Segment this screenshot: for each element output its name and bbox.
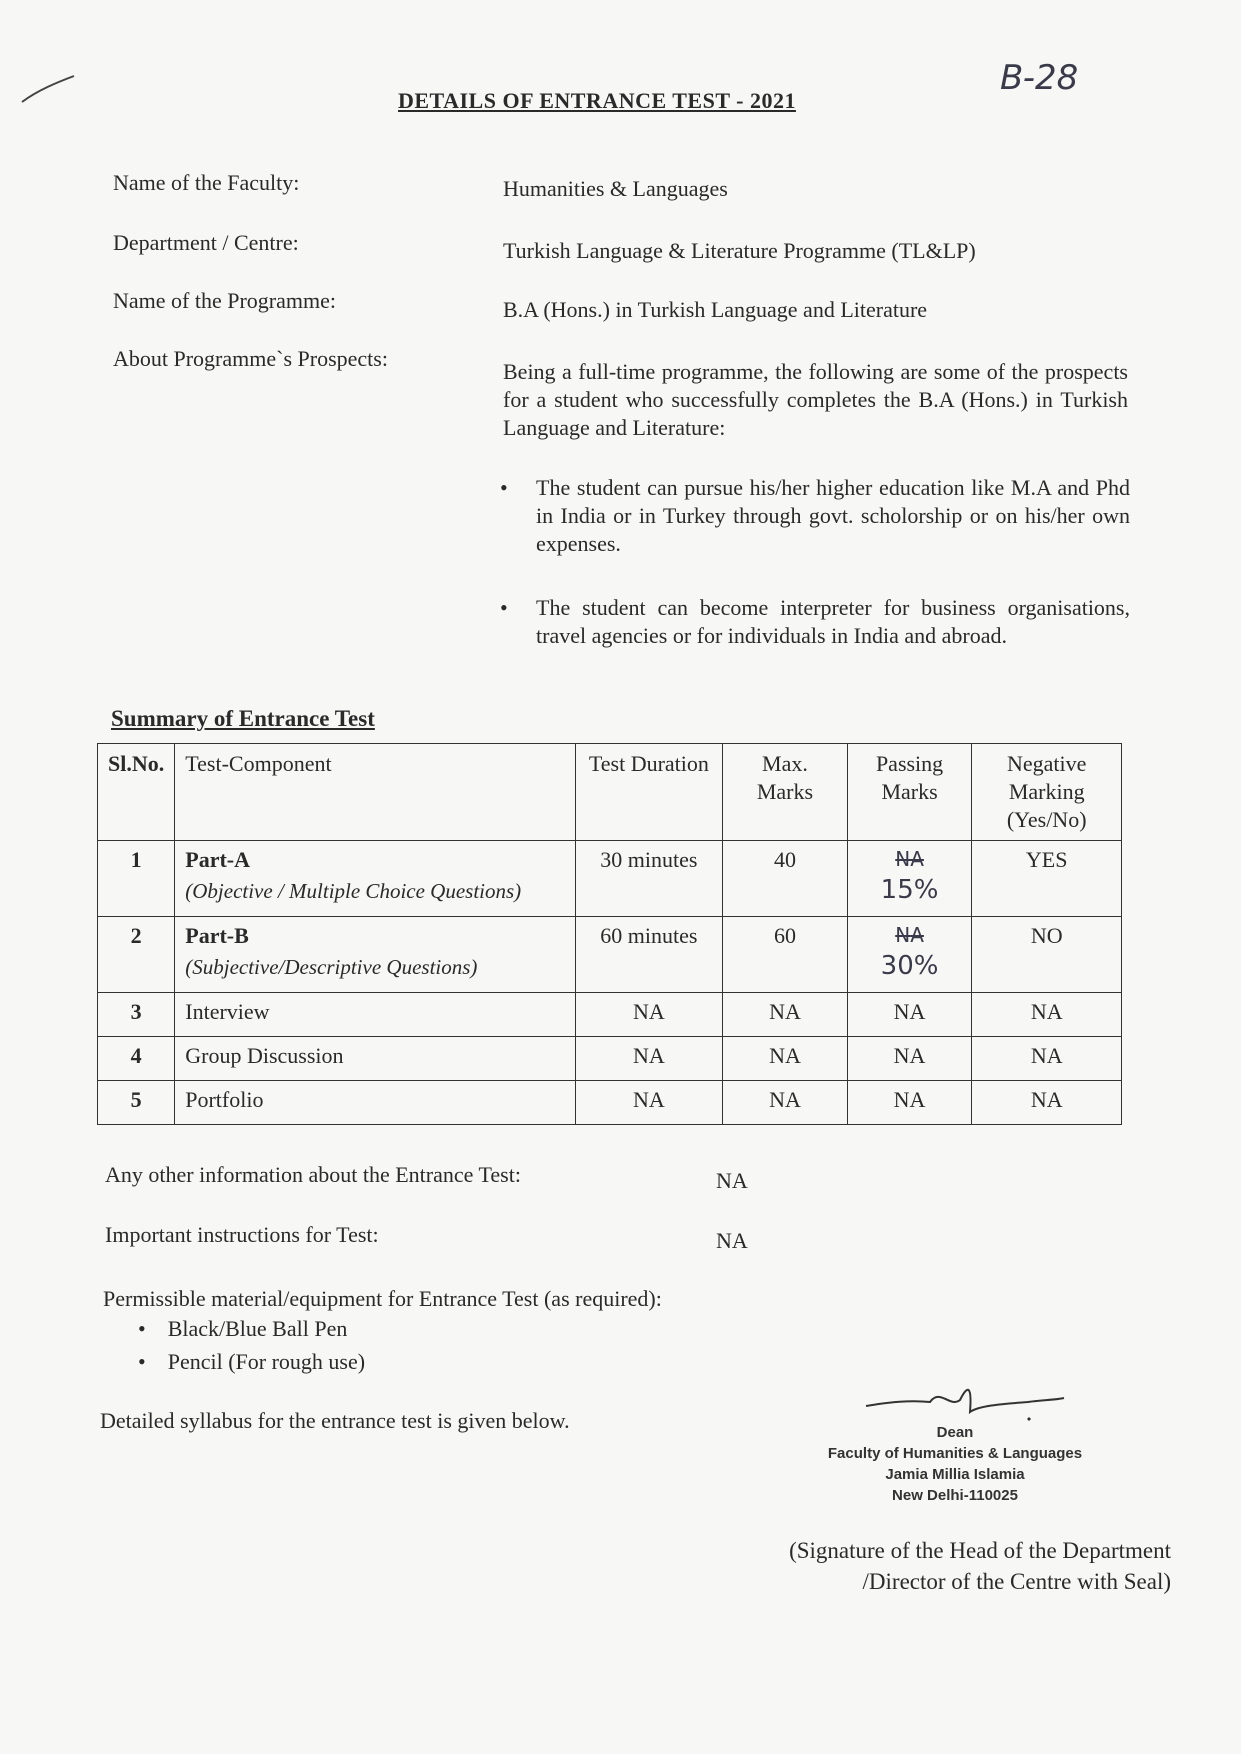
- bullet-icon: •: [138, 1349, 146, 1374]
- row-negative: NA: [972, 1081, 1122, 1125]
- row-max: NA: [723, 1081, 848, 1125]
- row-slno: 2: [98, 917, 175, 993]
- signature-caption-line: /Director of the Centre with Seal): [862, 1569, 1171, 1594]
- row-component: Portfolio: [175, 1081, 575, 1125]
- table-header-row: [98, 744, 1122, 841]
- component-name: Part-A: [185, 847, 250, 872]
- syllabus-note: Detailed syllabus for the entrance test is given below.: [100, 1408, 570, 1433]
- signature-caption-line: (Signature of the Head of the Department: [789, 1538, 1171, 1563]
- material-item: Black/Blue Ball Pen: [167, 1316, 348, 1341]
- programme-value: B.A (Hons.) in Turkish Language and Literature: [503, 297, 928, 322]
- programme-label: Name of the Programme:: [113, 288, 336, 313]
- row-passing: [847, 917, 972, 993]
- header-component: Test-Component: [175, 744, 575, 841]
- row-passing: [847, 841, 972, 917]
- list-item: [138, 1349, 365, 1375]
- bullet-icon: •: [500, 595, 508, 620]
- row-negative: NA: [972, 993, 1122, 1037]
- row-passing: NA: [847, 1081, 972, 1125]
- faculty-value: Humanities & Languages: [503, 176, 728, 201]
- header-duration: Test Duration: [575, 744, 723, 841]
- row-negative: YES: [972, 841, 1122, 917]
- row-max: NA: [723, 1037, 848, 1081]
- row-duration: 30 minutes: [575, 841, 723, 917]
- prospect-text: The student can pursue his/her higher education like M.A and Phd in India or in Turkey through govt. scholorship or on his/her own expenses.: [536, 475, 1130, 556]
- row-duration: NA: [575, 1037, 723, 1081]
- table-row: [98, 993, 1122, 1037]
- prospects-intro: Being a full-time programme, the following are some of the prospects for a student who successfully completes the B.A (Hons.) in Turkish Language and Literature:: [503, 359, 1128, 440]
- bullet-icon: •: [500, 475, 508, 500]
- row-duration: 60 minutes: [575, 917, 723, 993]
- table-row: [98, 917, 1122, 993]
- other-info-value: NA: [716, 1168, 748, 1193]
- signature-scribble: [860, 1378, 1070, 1428]
- row-component: Interview: [175, 993, 575, 1037]
- row-negative: NO: [972, 917, 1122, 993]
- prospect-text: The student can become interpreter for business organisations, travel agencies or for individuals in India and abroad.: [536, 595, 1130, 648]
- table-row: [98, 841, 1122, 917]
- row-component: [175, 917, 575, 993]
- table-row: [98, 1081, 1122, 1125]
- row-component: Group Discussion: [175, 1037, 575, 1081]
- margin-pen-mark: [18, 70, 78, 110]
- seal-line: New Delhi-110025: [892, 1487, 1018, 1504]
- other-info-label: Any other information about the Entrance Test:: [105, 1162, 521, 1187]
- signature-caption: [789, 1535, 1171, 1597]
- component-sub: (Objective / Multiple Choice Questions): [185, 879, 522, 903]
- table-row: [98, 1037, 1122, 1081]
- instructions-label: Important instructions for Test:: [105, 1222, 379, 1247]
- passing-handwritten: 30%: [880, 951, 939, 981]
- row-max: 40: [723, 841, 848, 917]
- component-name: Part-B: [185, 923, 249, 948]
- handwritten-page-mark: B-28: [1000, 58, 1079, 98]
- department-label: Department / Centre:: [113, 230, 299, 255]
- passing-handwritten: 15%: [880, 875, 939, 905]
- material-list: [138, 1316, 538, 1386]
- list-item: [138, 1316, 347, 1342]
- passing-struck: NA: [895, 847, 924, 871]
- header-negative-marking: Negative Marking (Yes/No): [972, 744, 1122, 841]
- seal-line: Dean: [936, 1424, 974, 1441]
- component-sub: (Subjective/Descriptive Questions): [185, 955, 478, 979]
- header-max-marks: Max. Marks: [723, 744, 848, 841]
- row-duration: NA: [575, 1081, 723, 1125]
- prospects-label: About Programme`s Prospects:: [113, 346, 388, 371]
- row-max: NA: [723, 993, 848, 1037]
- material-label: Permissible material/equipment for Entrance Test (as required):: [103, 1286, 662, 1311]
- seal-line: Jamia Millia Islamia: [885, 1466, 1025, 1483]
- prospects-list: [500, 474, 1130, 674]
- row-slno: 4: [98, 1037, 175, 1081]
- row-passing: NA: [847, 993, 972, 1037]
- department-value: Turkish Language & Literature Programme (TL&LP): [503, 238, 976, 263]
- summary-table: [97, 743, 1122, 1125]
- header-passing-marks: Passing Marks: [847, 744, 972, 841]
- row-duration: NA: [575, 993, 723, 1037]
- faculty-label: Name of the Faculty:: [113, 170, 300, 195]
- row-slno: 5: [98, 1081, 175, 1125]
- row-component: [175, 841, 575, 917]
- passing-struck: NA: [895, 923, 924, 947]
- summary-heading: Summary of Entrance Test: [111, 706, 375, 731]
- seal-line: Faculty of Humanities & Languages: [827, 1445, 1083, 1462]
- bullet-icon: •: [138, 1316, 146, 1341]
- document-title: DETAILS OF ENTRANCE TEST - 2021: [398, 88, 796, 113]
- row-max: 60: [723, 917, 848, 993]
- row-passing: NA: [847, 1037, 972, 1081]
- row-slno: 3: [98, 993, 175, 1037]
- row-slno: 1: [98, 841, 175, 917]
- header-slno: Sl.No.: [98, 744, 175, 841]
- row-negative: NA: [972, 1037, 1122, 1081]
- instructions-value: NA: [716, 1228, 748, 1253]
- material-item: Pencil (For rough use): [167, 1349, 366, 1374]
- dean-seal: [810, 1422, 1100, 1506]
